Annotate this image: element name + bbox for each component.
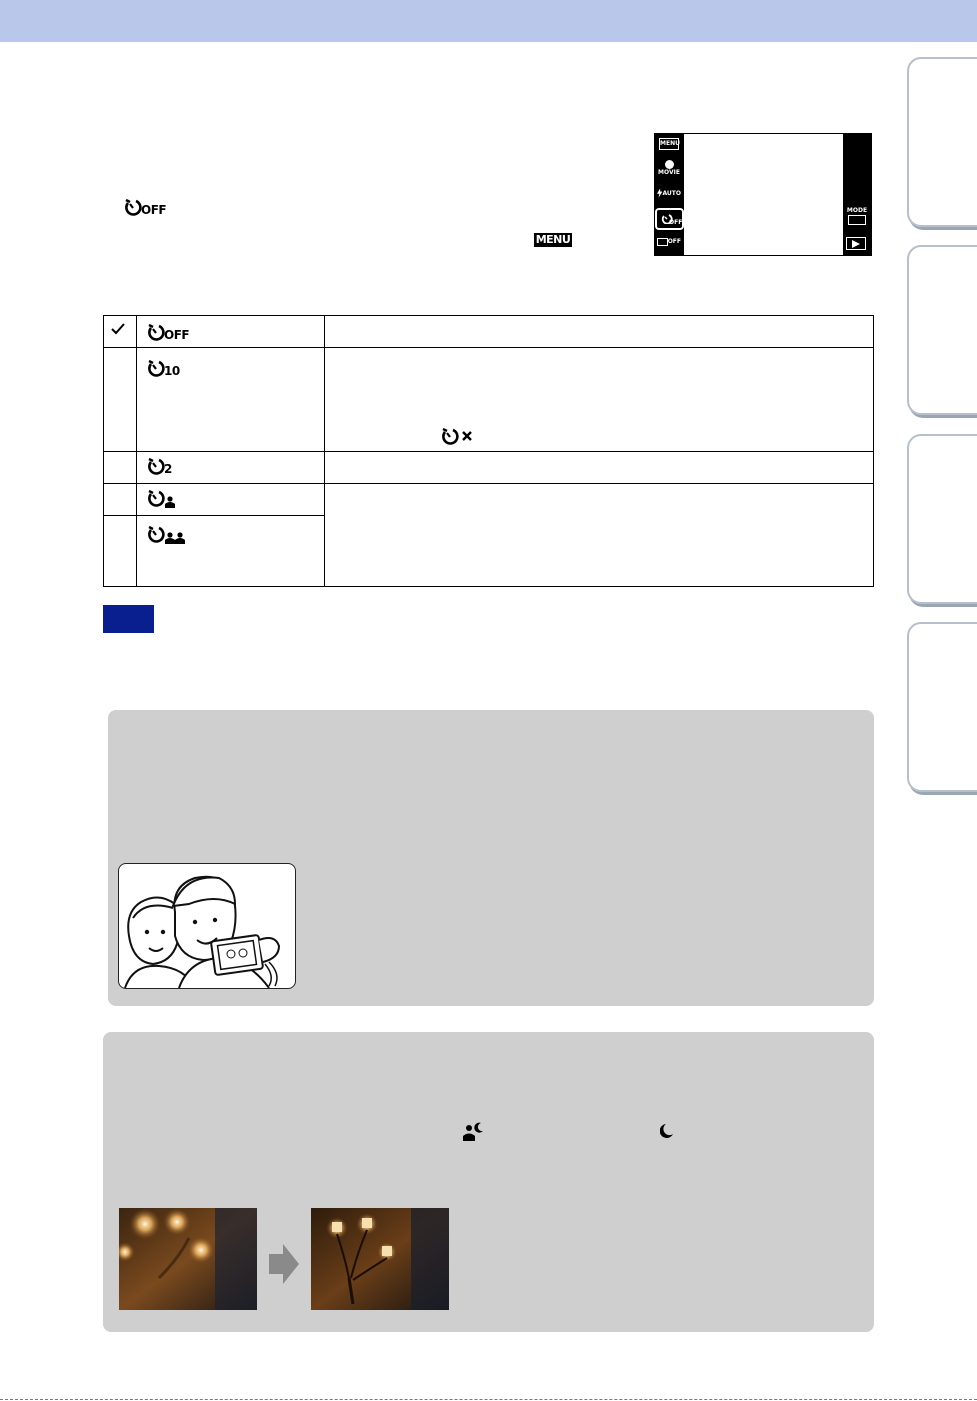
camera-left-menu [655,134,684,255]
menu-button-icon: MENU [535,233,571,246]
self-portrait-two-people-icon [147,524,185,544]
burst-off-icon: OFF [657,238,681,246]
night-scene-icon [660,1123,674,1139]
self-timer-table [103,315,874,587]
note-label [103,605,154,633]
blurred-night-lamps-photo [119,1208,257,1310]
menu-icon: MENU [657,138,681,150]
right-arrow-icon [269,1244,299,1289]
table-row [104,348,874,452]
night-portrait-icon [463,1121,485,1141]
flash-auto-icon: AUTO [657,187,681,199]
sharp-night-lamps-photo [311,1208,449,1310]
side-tab-4[interactable] [907,622,977,792]
table-row [104,452,874,484]
playback-icon [846,237,866,250]
selected-self-timer-icon: OFF [655,208,684,230]
movie-icon: MOVIE [657,160,681,176]
self-timer-10s-icon: 10 [147,358,180,378]
self-timer-off-icon: OFF [124,197,166,217]
self-timer-off-icon: OFF [147,322,189,342]
self-portrait-one-person-icon [147,488,175,508]
camera-screen-illustration [654,133,872,256]
side-tab-1[interactable] [907,57,977,227]
self-timer-cancel-icon [441,426,473,446]
table-row [104,316,874,348]
bottom-divider [0,1399,977,1400]
header-bar [0,0,977,42]
mode-icon: MODE [845,207,869,225]
self-timer-2s-icon: 2 [147,456,172,476]
table-row [104,484,874,516]
camera-right-menu [843,134,871,255]
side-tab-2[interactable] [907,245,977,415]
side-tab-3[interactable] [907,434,977,604]
parent-and-child-selfie-illustration [118,863,296,989]
checkmark-icon [110,322,126,336]
